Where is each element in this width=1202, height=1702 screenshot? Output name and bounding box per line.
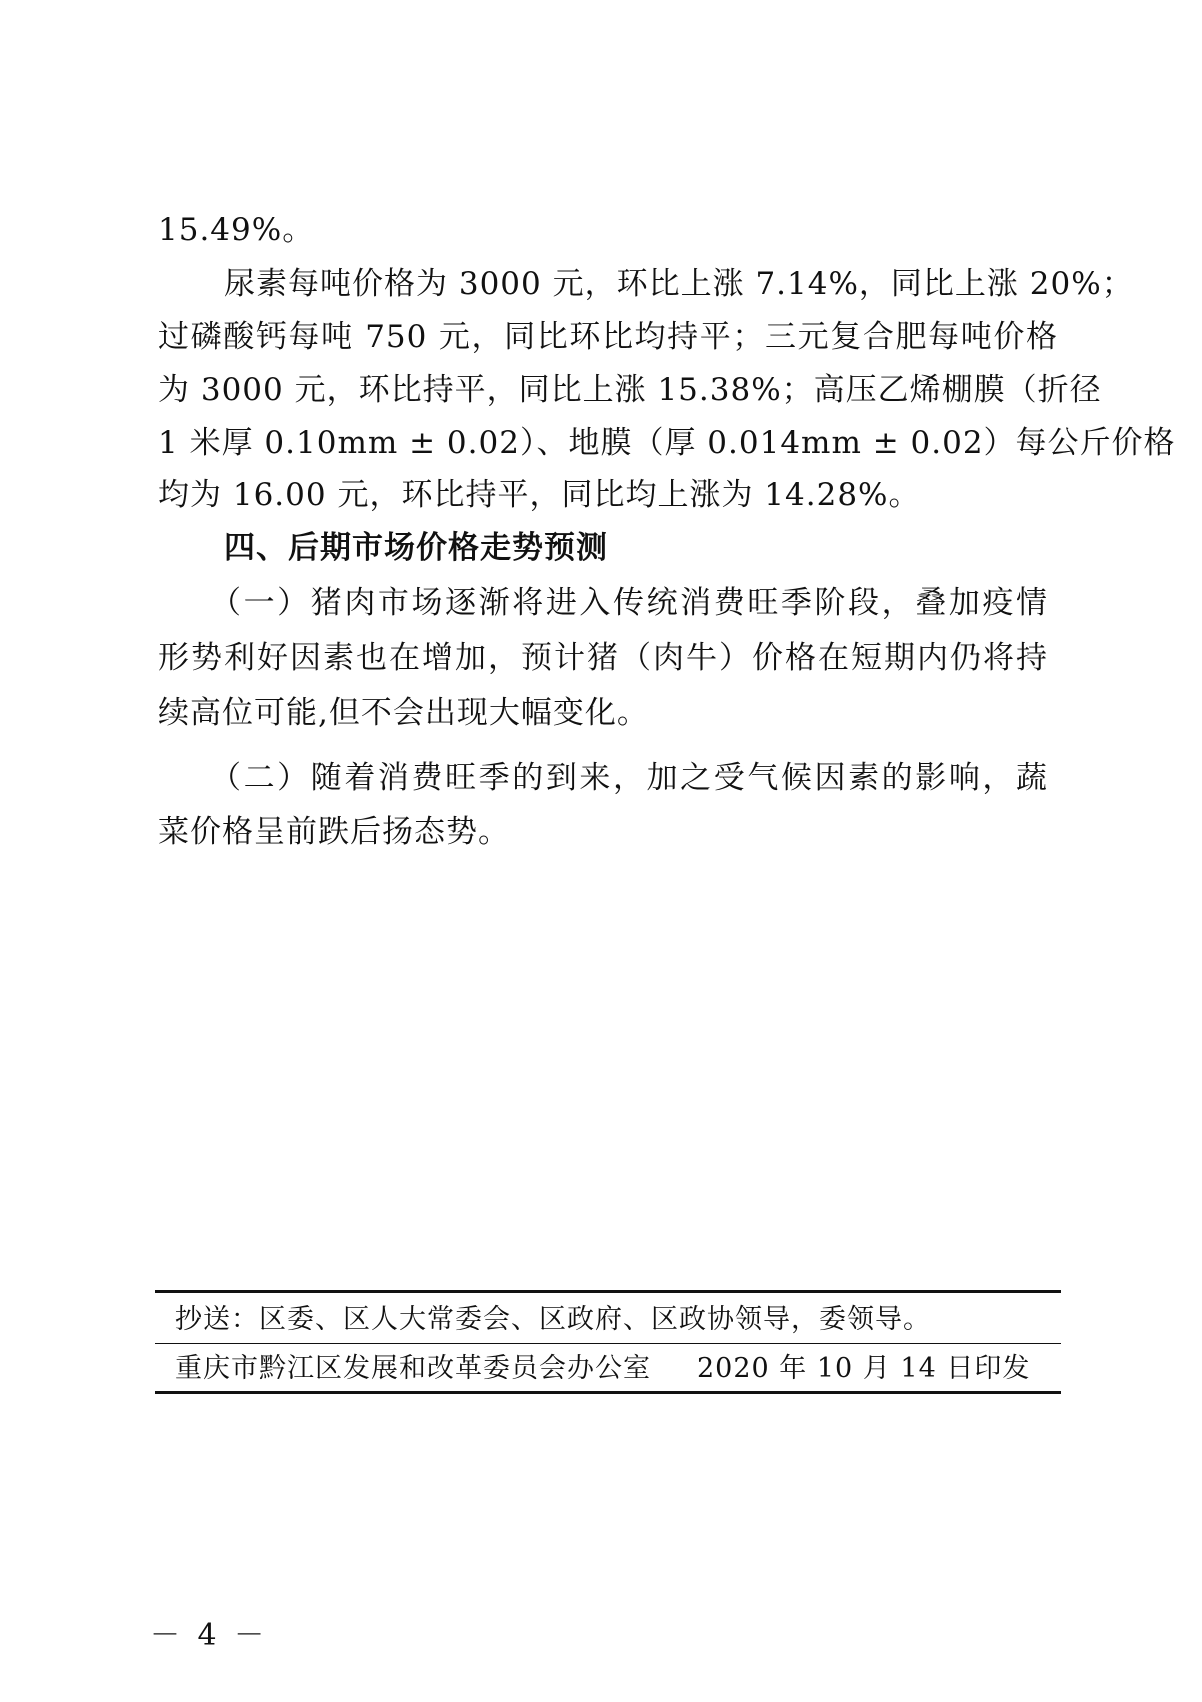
forecast-item2-line-1: （二）随着消费旺季的到来，加之受气候因素的影响，蔬: [210, 760, 1048, 796]
body-line-6: 均为 16.00 元，环比持平，同比均上涨为 14.28%。: [158, 477, 921, 513]
body-line-2: 尿素每吨价格为 3000 元，环比上涨 7.14%，同比上涨 20%；: [224, 266, 1134, 302]
body-line-5: 1 米厚 0.10mm ± 0.02）、地膜（厚 0.014mm ± 0.02）每公斤价格: [158, 425, 1176, 461]
body-line-3: 过磷酸钙每吨 750 元，同比环比均持平；三元复合肥每吨价格: [158, 319, 1058, 355]
forecast-item1-line-1: （一）猪肉市场逐渐将进入传统消费旺季阶段，叠加疫情: [210, 585, 1048, 621]
forecast-item2-line-2: 菜价格呈前跌后扬态势。: [158, 814, 510, 850]
footer-cc: 抄送：区委、区人大常委会、区政府、区政协领导，委领导。: [175, 1304, 931, 1335]
body-line-1: 15.49%。: [158, 212, 315, 248]
forecast-item1-line-3: 续高位可能,但不会出现大幅变化。: [158, 695, 649, 731]
footer-middle-rule: [155, 1343, 1061, 1344]
footer-issuer: 重庆市黔江区发展和改革委员会办公室: [175, 1353, 651, 1384]
footer-date: 2020 年 10 月 14 日印发: [697, 1353, 1031, 1384]
section-heading: 四、后期市场价格走势预测: [224, 530, 608, 566]
footer-top-rule: [155, 1290, 1061, 1293]
footer-bottom-rule: [155, 1391, 1061, 1394]
page-number: － 4 －: [150, 1618, 269, 1653]
forecast-item1-line-2: 形势利好因素也在增加，预计猪（肉牛）价格在短期内仍将持: [158, 640, 1048, 676]
body-line-4: 为 3000 元，环比持平，同比上涨 15.38%；高压乙烯棚膜（折径: [158, 372, 1102, 408]
